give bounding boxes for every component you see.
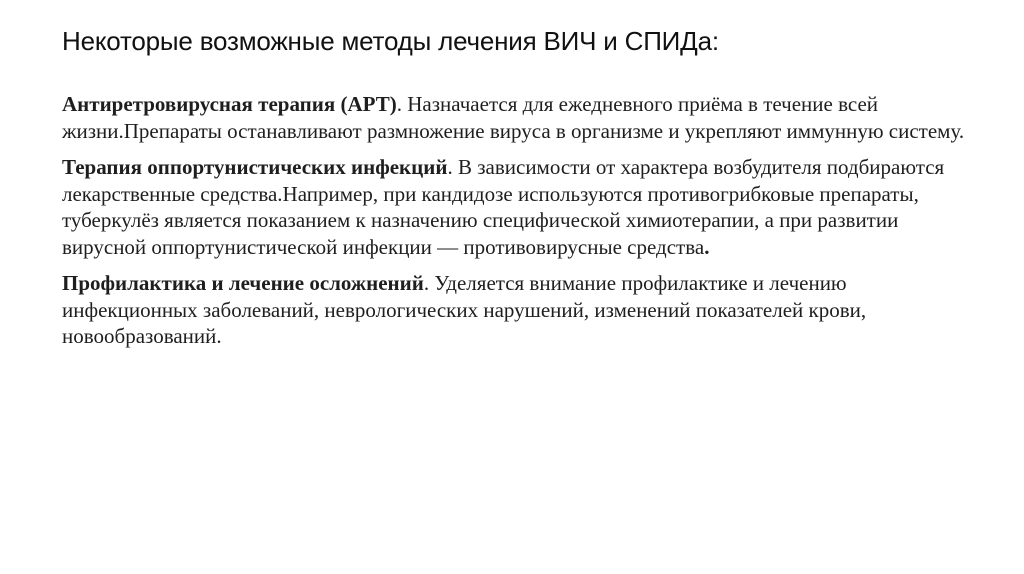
paragraph-text: . Уделяется внимание профилактике и лечению инфекционных заболеваний, неврологических нарушений, изменений показателей крови, новообразований.: [62, 271, 867, 348]
paragraph-heading: Профилактика и лечение осложнений: [62, 271, 424, 295]
paragraph-tail: .: [704, 234, 710, 259]
paragraph-art: [62, 91, 982, 144]
paragraph-heading: Антиретровирусная терапия (АРТ): [62, 92, 397, 116]
paragraph-opportunistic-infections: [62, 154, 982, 260]
paragraph-complications: [62, 270, 982, 350]
slide-title: Некоторые возможные методы лечения ВИЧ и СПИДа:: [62, 26, 719, 56]
paragraph-heading: Терапия оппортунистических инфекций: [62, 155, 448, 179]
paragraph-text: . Назначается для ежедневного приёма в течение всей жизни.Препараты останавливают размножение вируса в организме и укрепляют иммунную систему.: [62, 92, 965, 143]
slide-body: [62, 91, 982, 360]
paragraph-text: . В зависимости от характера возбудителя подбираются лекарственные средства.Например, при кандидозе используются противогрибковые препараты, туберкулёз является показанием к назначению специфической химиотерапии, а при развитии вирусной оппортунистической инфекции — противовирусные средства: [62, 155, 945, 259]
